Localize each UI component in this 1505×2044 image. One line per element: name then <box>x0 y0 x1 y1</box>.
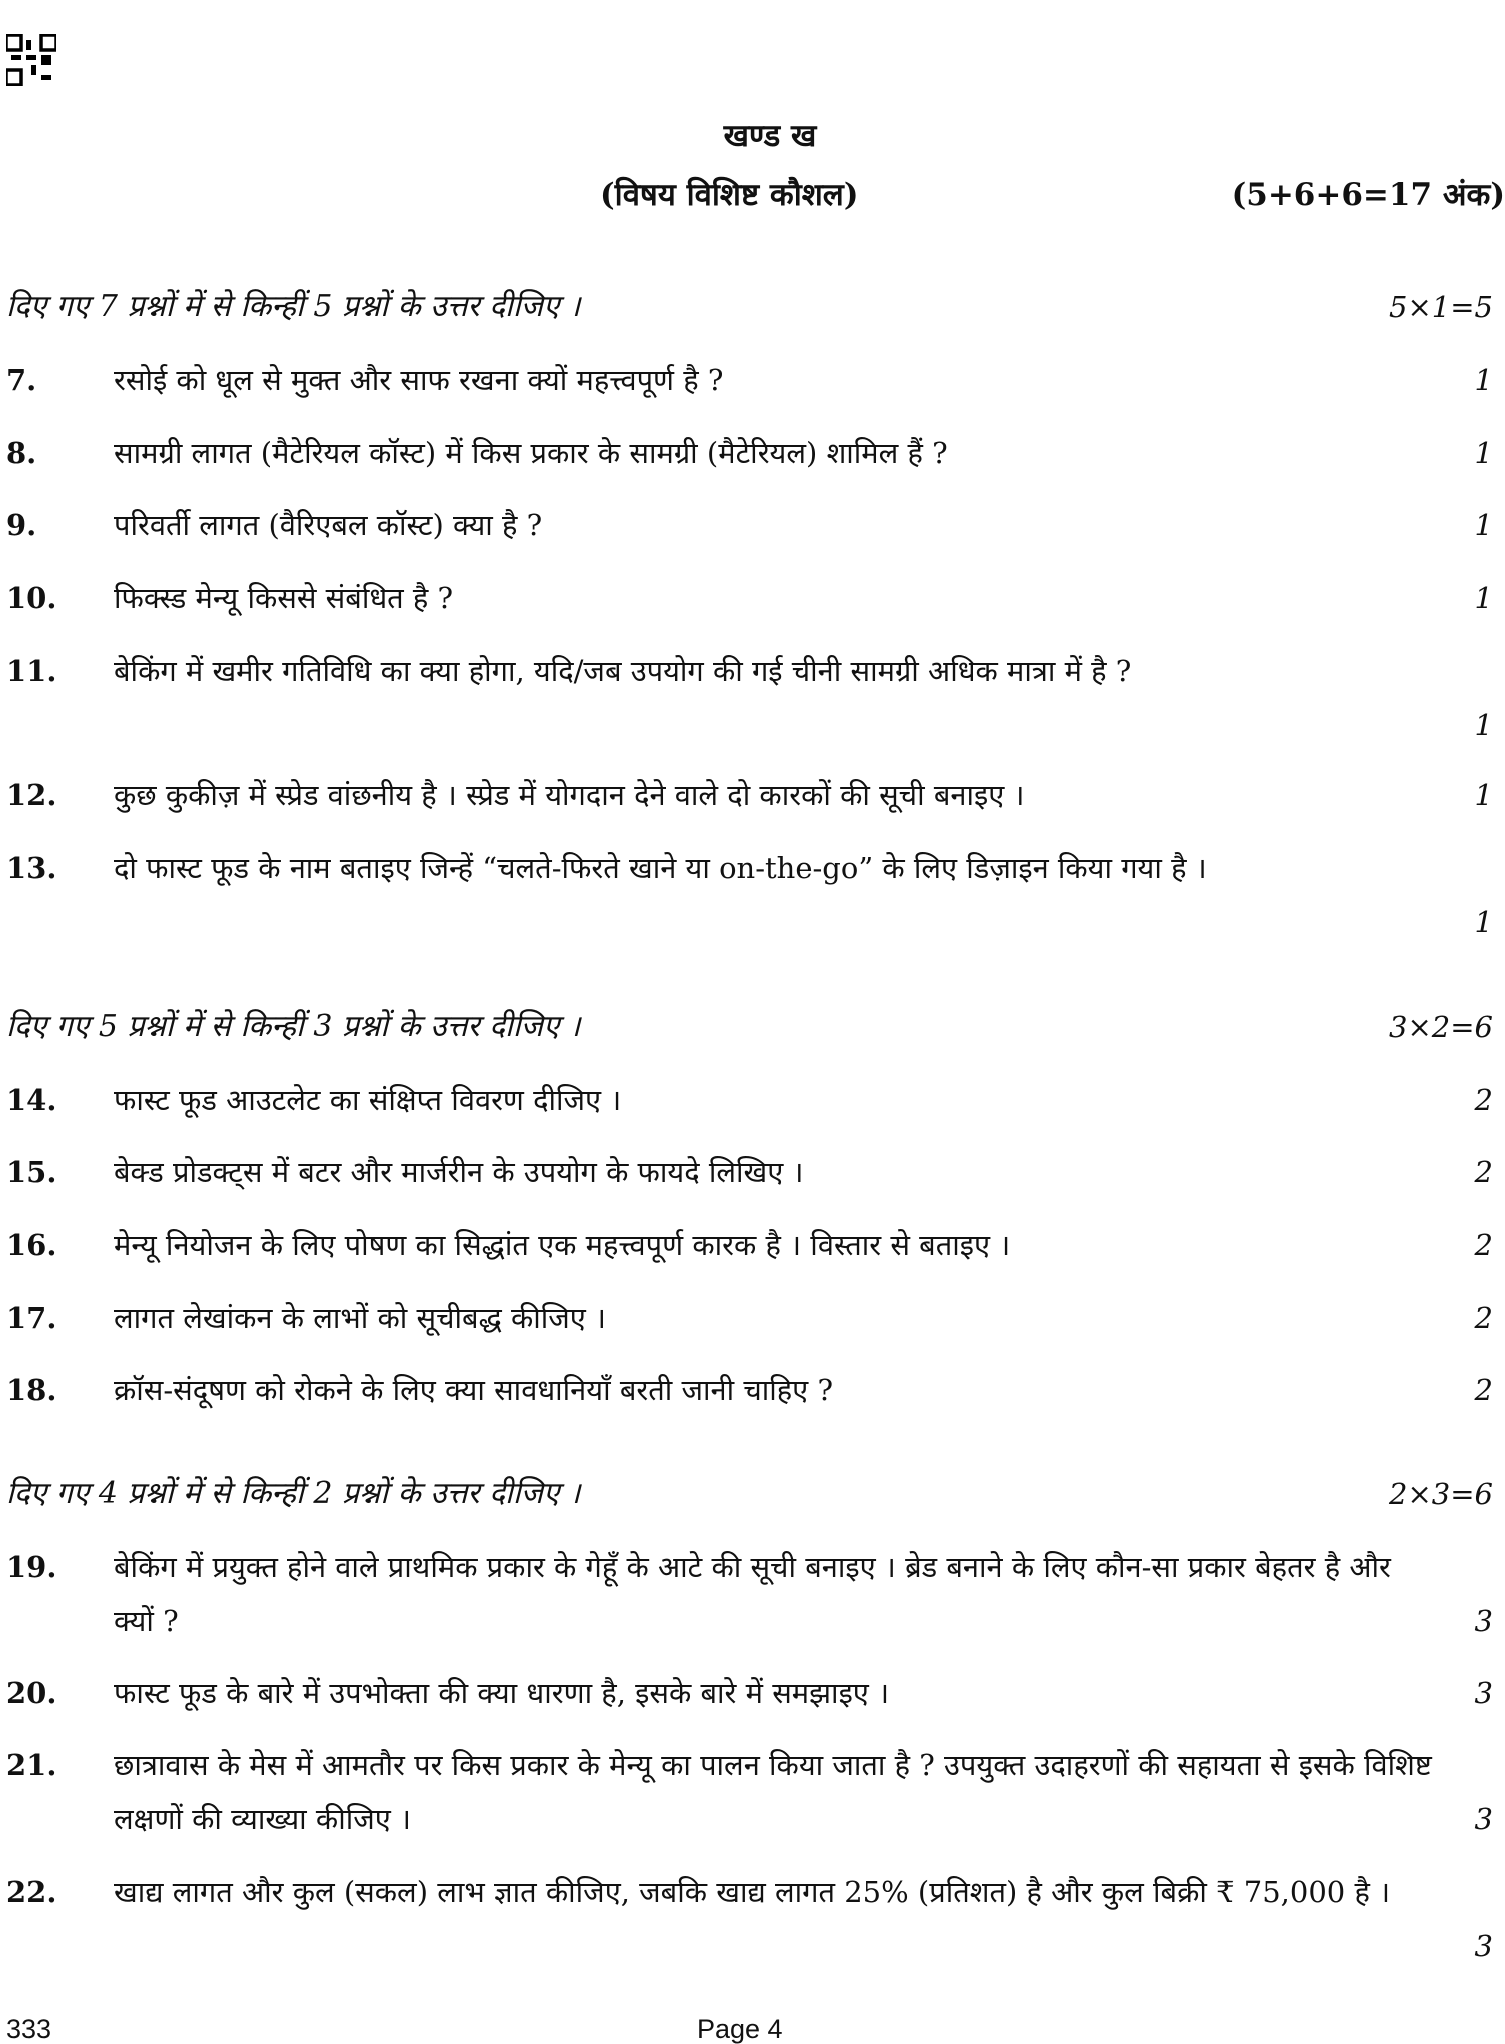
question-text: परिवर्ती लागत (वैरिएबल कॉस्ट) क्या है ? <box>114 508 543 542</box>
question-number: 22. <box>6 1875 57 1909</box>
group-instruction: दिए गए 7 प्रश्नों में से किन्हीं 5 प्रश्नों के उत्तर दीजिए । <box>6 289 581 324</box>
question-text: क्रॉस-संदूषण को रोकने के लिए क्या सावधानियाँ बरती जानी चाहिए ? <box>114 1373 833 1407</box>
question-marks: 3 <box>1474 1604 1493 1638</box>
question-text: बेकिंग में प्रयुक्त होने वाले प्राथमिक प्रकार के गेहूँ के आटे की सूची बनाइए । ब्रेड बनाने के लिए कौन-सा प्रकार बेहतर है और क्यों ? <box>114 1550 1391 1638</box>
question-text: फास्ट फूड आउटलेट का संक्षिप्त विवरण दीजिए । <box>114 1083 622 1117</box>
question-item <box>0 841 1505 949</box>
question-marks: 1 <box>1474 436 1493 470</box>
group-marks: 3×2=6 <box>1389 1010 1493 1044</box>
question-number: 10. <box>6 581 57 615</box>
question-number: 8. <box>6 436 37 470</box>
section-total-marks: (5+6+6=17 अंक) <box>1231 177 1505 213</box>
question-item <box>0 644 1505 752</box>
question-number: 14. <box>6 1083 57 1117</box>
footer-code: 333 <box>6 2014 52 2044</box>
group-instruction: दिए गए 4 प्रश्नों में से किन्हीं 2 प्रश्नों के उत्तर दीजिए । <box>6 1476 581 1511</box>
question-number: 12. <box>6 778 57 812</box>
question-marks: 3 <box>1474 1802 1493 1836</box>
question-text: लागत लेखांकन के लाभों को सूचीबद्ध कीजिए । <box>114 1301 607 1335</box>
question-item <box>0 1666 1505 1720</box>
section-subtitle: (विषय विशिष्ट कौशल) <box>600 177 859 213</box>
group-marks: 5×1=5 <box>1389 290 1493 324</box>
question-number: 21. <box>6 1748 57 1782</box>
question-item <box>0 1865 1505 1973</box>
question-marks: 1 <box>1474 778 1493 812</box>
question-text: खाद्य लागत और कुल (सकल) लाभ ज्ञात कीजिए, जबकि खाद्य लागत 25% (प्रतिशत) है और कुल बिक्री ₹ 75,000 है । <box>114 1875 1391 1909</box>
question-item <box>0 768 1505 822</box>
question-number: 9. <box>6 508 37 542</box>
qr-code-icon <box>6 34 56 86</box>
question-number: 19. <box>6 1550 57 1584</box>
question-marks: 1 <box>1474 905 1493 939</box>
question-text: बेक्ड प्रोडक्ट्स में बटर और मार्जरीन के उपयोग के फायदे लिखिए । <box>114 1155 804 1189</box>
question-number: 17. <box>6 1301 57 1335</box>
group-marks: 2×3=6 <box>1389 1477 1493 1511</box>
question-number: 20. <box>6 1676 57 1710</box>
question-number: 18. <box>6 1373 57 1407</box>
question-text: छात्रावास के मेस में आमतौर पर किस प्रकार के मेन्यू का पालन किया जाता है ? उपयुक्त उदाहरणों की सहायता से इसके विशिष्ट लक्षणों की व्याख्या कीजिए । <box>114 1748 1432 1836</box>
question-text: फास्ट फूड के बारे में उपभोक्ता की क्या धारणा है, इसके बारे में समझाइए । <box>114 1676 890 1710</box>
question-marks: 1 <box>1474 363 1493 397</box>
question-text: फिक्स्ड मेन्यू किससे संबंधित है ? <box>114 581 454 615</box>
question-item <box>0 1145 1505 1199</box>
question-number: 13. <box>6 851 57 885</box>
question-number: 15. <box>6 1155 57 1189</box>
question-marks: 2 <box>1474 1228 1493 1262</box>
question-text: सामग्री लागत (मैटेरियल कॉस्ट) में किस प्रकार के सामग्री (मैटेरियल) शामिल हैं ? <box>114 436 948 470</box>
question-text: रसोई को धूल से मुक्त और साफ रखना क्यों महत्त्वपूर्ण है ? <box>114 363 724 397</box>
question-item <box>0 571 1505 625</box>
footer-page-number: Page 4 <box>697 2014 783 2044</box>
question-item <box>0 498 1505 552</box>
question-item <box>0 1218 1505 1272</box>
question-marks: 2 <box>1474 1373 1493 1407</box>
question-number: 7. <box>6 363 37 397</box>
question-item <box>0 1540 1505 1648</box>
question-text: मेन्यू नियोजन के लिए पोषण का सिद्धांत एक महत्त्वपूर्ण कारक है । विस्तार से बताइए । <box>114 1228 1011 1262</box>
question-marks: 2 <box>1474 1155 1493 1189</box>
group-instruction: दिए गए 5 प्रश्नों में से किन्हीं 3 प्रश्नों के उत्तर दीजिए । <box>6 1009 581 1044</box>
section-title: खण्ड ख <box>723 118 817 154</box>
question-marks: 1 <box>1474 581 1493 615</box>
question-text: बेकिंग में खमीर गतिविधि का क्या होगा, यदि/जब उपयोग की गई चीनी सामग्री अधिक मात्रा में है ? <box>114 654 1132 688</box>
question-marks: 1 <box>1474 708 1493 742</box>
question-marks: 2 <box>1474 1083 1493 1117</box>
question-text: कुछ कुकीज़ में स्प्रेड वांछनीय है । स्प्रेड में योगदान देने वाले दो कारकों की सूची बनाइए । <box>114 778 1025 812</box>
question-item <box>0 1738 1505 1846</box>
question-marks: 3 <box>1474 1929 1493 1963</box>
question-marks: 2 <box>1474 1301 1493 1335</box>
question-marks: 1 <box>1474 508 1493 542</box>
question-number: 16. <box>6 1228 57 1262</box>
question-item <box>0 1291 1505 1345</box>
question-number: 11. <box>6 654 57 688</box>
question-text: दो फास्ट फूड के नाम बताइए जिन्हें “चलते-फिरते खाने या on-the-go” के लिए डिज़ाइन किया गया है । <box>114 851 1207 885</box>
question-item <box>0 1073 1505 1127</box>
question-item <box>0 426 1505 480</box>
question-item <box>0 353 1505 407</box>
question-item <box>0 1363 1505 1417</box>
question-marks: 3 <box>1474 1676 1493 1710</box>
